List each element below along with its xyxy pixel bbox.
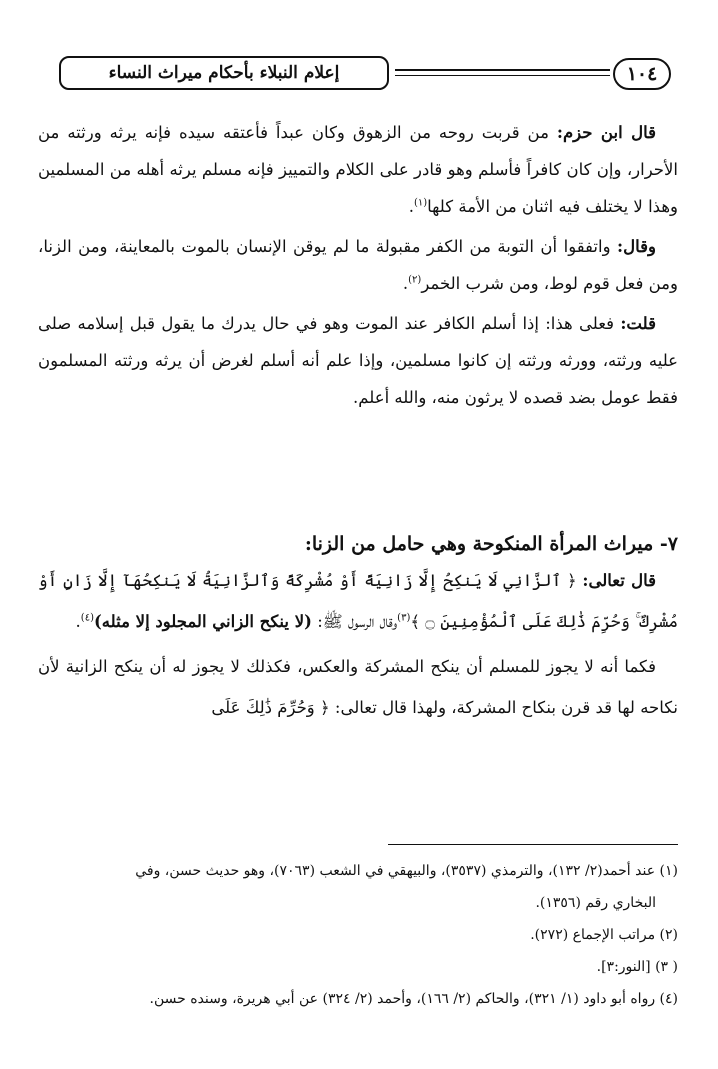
paragraph-end: .: [408, 197, 414, 216]
paragraph: [38, 228, 678, 302]
page-header: [55, 56, 675, 96]
footnote-ref: (٤): [80, 612, 94, 624]
paragraph-text: فعلى هذا: إذا أسلم الكافر عند الموت وهو في حال يدرك ما يقول قبل إسلامه صلى عليه ورثته، وورثه ورثته إن كانوا مسلمين، وإذا علم أنه أسلم لغرض أن يرثه ورثته المسلمون فقط عومل بضد قصده لا يرثون منه، والله أعلم.: [38, 314, 678, 407]
paragraph-lead: قال ابن حزم:: [556, 123, 656, 142]
running-title: إعلام النبلاء بأحكام ميراث النساء: [108, 63, 340, 83]
running-title-frame: [59, 56, 389, 90]
section-7: [38, 528, 678, 732]
header-rule-thin: [395, 75, 610, 76]
header-rule: [395, 69, 610, 71]
footnote-separator: [388, 844, 678, 845]
paragraph-end: .: [75, 612, 81, 631]
page-number: ١٠٤: [613, 58, 671, 90]
footnote-ref: (١): [413, 197, 428, 209]
footnote-continuation: البخاري رقم (١٣٥٦).: [535, 895, 656, 911]
footnote-ref: (٣): [397, 612, 411, 624]
hadith-text: (لا ينكح الزاني المجلود إلا مثله): [93, 612, 312, 631]
paragraph-lead: قلت:: [620, 314, 656, 333]
footnote: (٢) مراتب الإجماع (٢٧٢).: [530, 927, 678, 943]
quran-verse: ﴿ وَحُرِّمَ ذَٰلِكَ عَلَى: [211, 698, 330, 717]
footnotes: [38, 855, 678, 1015]
paragraph-end: .: [402, 274, 409, 293]
footnote-ref: (٢): [408, 274, 422, 286]
paragraph: [38, 114, 678, 225]
paragraph-lead: وقال:: [617, 237, 656, 256]
footnote: ( ٣) [النور:٣].: [596, 959, 678, 975]
footnote: (١) عند أحمد(٢/ ١٣٢)، والترمذي (٣٥٣٧)، والبيهقي في الشعب (٧٠٦٣)، وهو حديث حسن، وفي: [135, 863, 678, 879]
paragraph-lead: قال تعالى:: [582, 571, 656, 590]
paragraph: [38, 305, 678, 416]
paragraph-text: واتفقوا أن التوبة من الكفر مقبولة ما لم يوقن الإنسان بالموت بالمعاينة، ومن الزنا، ومن فعل قوم لوط، ومن شرب الخمر: [38, 237, 678, 293]
paragraph-text: فكما أنه لا يجوز للمسلم أن ينكح المشركة والعكس، فكذلك لا يجوز له أن ينكح الزانية لأن نكاحه لها قد قرن بنكاح المشركة، ولهذا قال تعالى:: [38, 657, 678, 717]
quran-verse: ﴿ ٱلزَّانِي لَا يَنكِحُ إِلَّا زَانِيَةً أَوْ مُشْرِكَةً وَٱلزَّانِيَةُ لَا يَنكِحُهَآ إِلَّا زَانٍ أَوْ مُشْرِكٌ ۚ وَحُرِّمَ ذَٰلِكَ عَلَى ٱلْمُؤْمِنِينَ ۝ ﴾: [38, 571, 678, 631]
footnote: (٤) رواه أبو داود (١/ ٣٢١)، والحاكم (٢/ ١٦٦)، وأحمد (٢/ ٣٢٤) عن أبي هريرة، وسنده حسن.: [149, 991, 678, 1007]
paragraph: [38, 646, 678, 728]
paragraph: [38, 560, 678, 642]
section-heading: ٧- ميراث المرأة المنكوحة وهي حامل من الزنا:: [304, 533, 678, 555]
main-text: [38, 114, 678, 419]
paragraph-text: وقال الرسول ﷺ:: [311, 612, 398, 631]
paragraph-text: من قربت روحه من الزهوق وكان عبداً فأعتقه سيده فإنه يرثه ورثته من الأحرار، وإن كان كافراً فأسلم وهو قادر على الكلام والتمييز فإنه مسلم يرثه أهله من المسلمين وهذا لا يختلف فيه اثنان من الأمة كلها: [38, 123, 678, 216]
